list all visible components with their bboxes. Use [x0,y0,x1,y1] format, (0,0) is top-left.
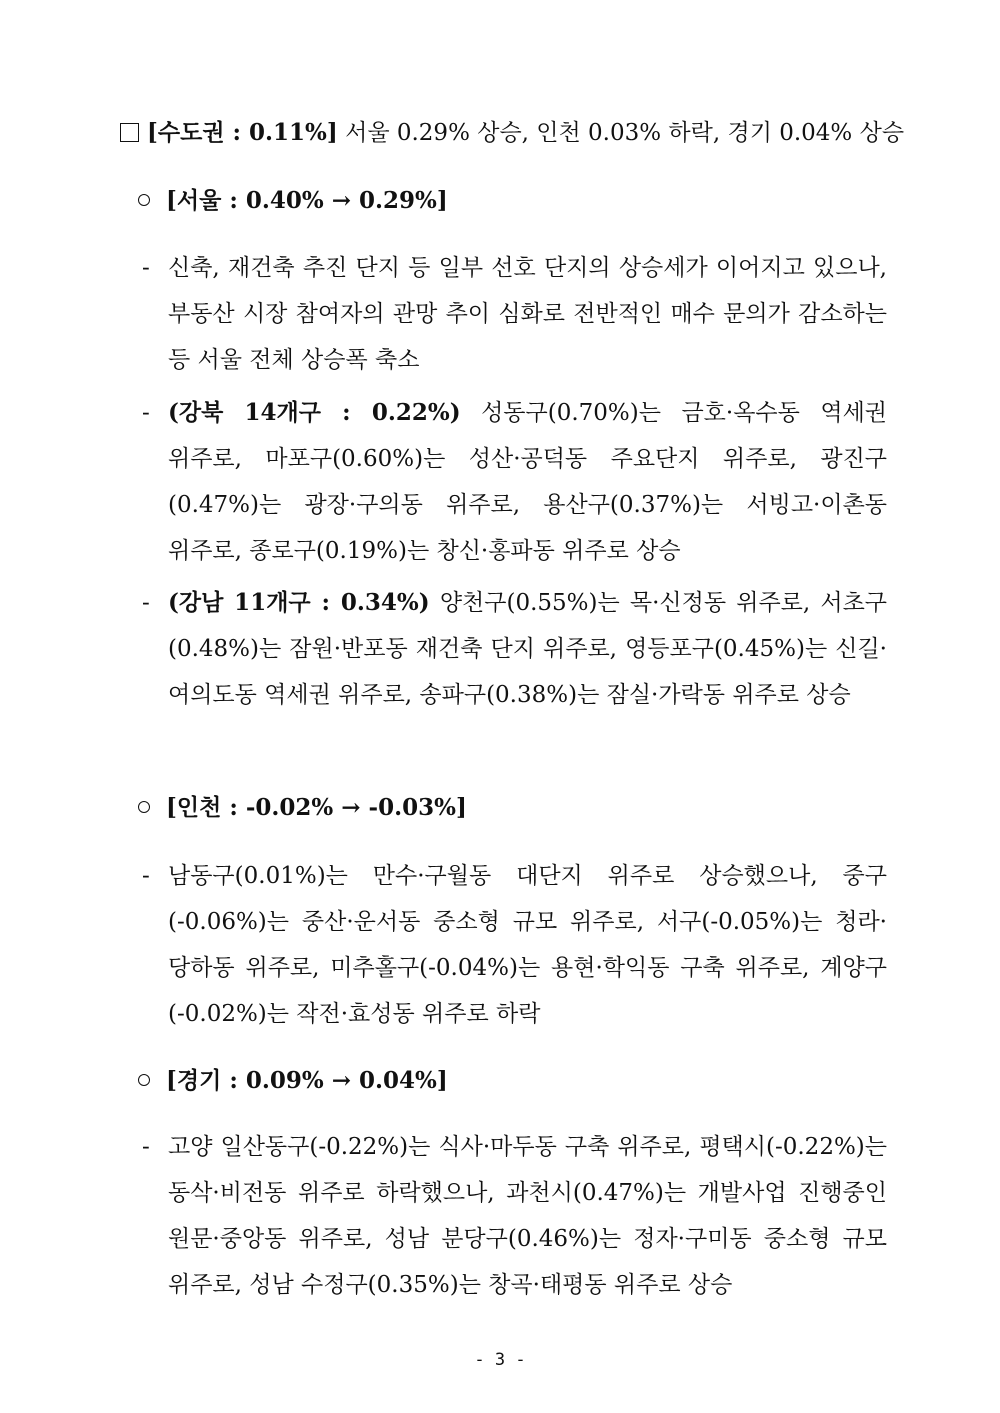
gangnam-lead: (강남 11개구 : 0.34%) [168,589,430,616]
gyeonggi-title: [경기 : 0.09% → 0.04%] [166,1067,448,1094]
heading-label: [수도권 : 0.11%] [147,119,338,146]
section-heading [120,118,905,148]
incheon-subheading [138,793,467,823]
gyeonggi-item-1-text: 고양 일산동구(-0.22%)는 식사·마두동 구축 위주로, 평택시(-0.22%)는 동삭·비전동 위주로 하락했으나, 과천시(0.47%)는 개발사업 진행중인 원문·중앙동 위주로, 성남 분당구(0.46%)는 정자·구미동 중소형 규모 위주로, 성남 수정구(0.35%)는 창곡·태평동 위주로 상승 [168,1134,887,1298]
dash-bullet: - [142,1134,150,1160]
dash-bullet: - [142,863,150,889]
incheon-title: [인천 : -0.02% → -0.03%] [166,794,467,821]
circle-bullet-icon [138,801,150,813]
incheon-item-1-text: 남동구(0.01%)는 만수·구월동 대단지 위주로 상승했으나, 중구(-0.06%)는 중산·운서동 중소형 규모 위주로, 서구(-0.05%)는 청라·당하동 위주로, 미추홀구(-0.04%)는 용현·학익동 구축 위주로, 계양구(-0.02%)는 작전·효성동 위주로 하락 [168,863,887,1027]
circle-bullet-icon [138,194,150,206]
incheon-item-1 [142,853,887,1037]
heading-text: 서울 0.29% 상승, 인천 0.03% 하락, 경기 0.04% 상승 [345,120,905,146]
checkbox-square-icon [120,123,139,142]
dash-bullet: - [142,400,150,426]
seoul-item-3-text: 양천구(0.55%)는 목·신정동 위주로, 서초구(0.48%)는 잠원·반포동 재건축 단지 위주로, 영등포구(0.45%)는 신길·여의도동 역세권 위주로, 송파구(0.38%)는 잠실·가락동 위주로 상승 [168,590,888,708]
circle-bullet-icon [138,1074,150,1086]
gyeonggi-item-1 [142,1124,887,1308]
seoul-item-1 [142,245,887,383]
seoul-title: [서울 : 0.40% → 0.29%] [166,187,448,214]
dash-bullet: - [142,590,150,616]
dash-bullet: - [142,255,150,281]
gyeonggi-subheading [138,1066,448,1096]
seoul-item-1-text: 신축, 재건축 추진 단지 등 일부 선호 단지의 상승세가 이어지고 있으나, 부동산 시장 참여자의 관망 추이 심화로 전반적인 매수 문의가 감소하는 등 서울 전체 상승폭 축소 [168,255,887,373]
seoul-item-2 [142,390,887,574]
seoul-subheading [138,186,448,216]
seoul-item-3 [142,580,887,718]
page-number: - 3 - [474,1350,526,1370]
gangbuk-lead: (강북 14개구 : 0.22%) [168,399,461,426]
seoul-item-2-text: 성동구(0.70%)는 금호·옥수동 역세권 위주로, 마포구(0.60%)는 성산·공덕동 주요단지 위주로, 광진구(0.47%)는 광장·구의동 위주로, 용산구(0.37%)는 서빙고·이촌동 위주로, 종로구(0.19%)는 창신·홍파동 위주로 상승 [168,400,888,564]
